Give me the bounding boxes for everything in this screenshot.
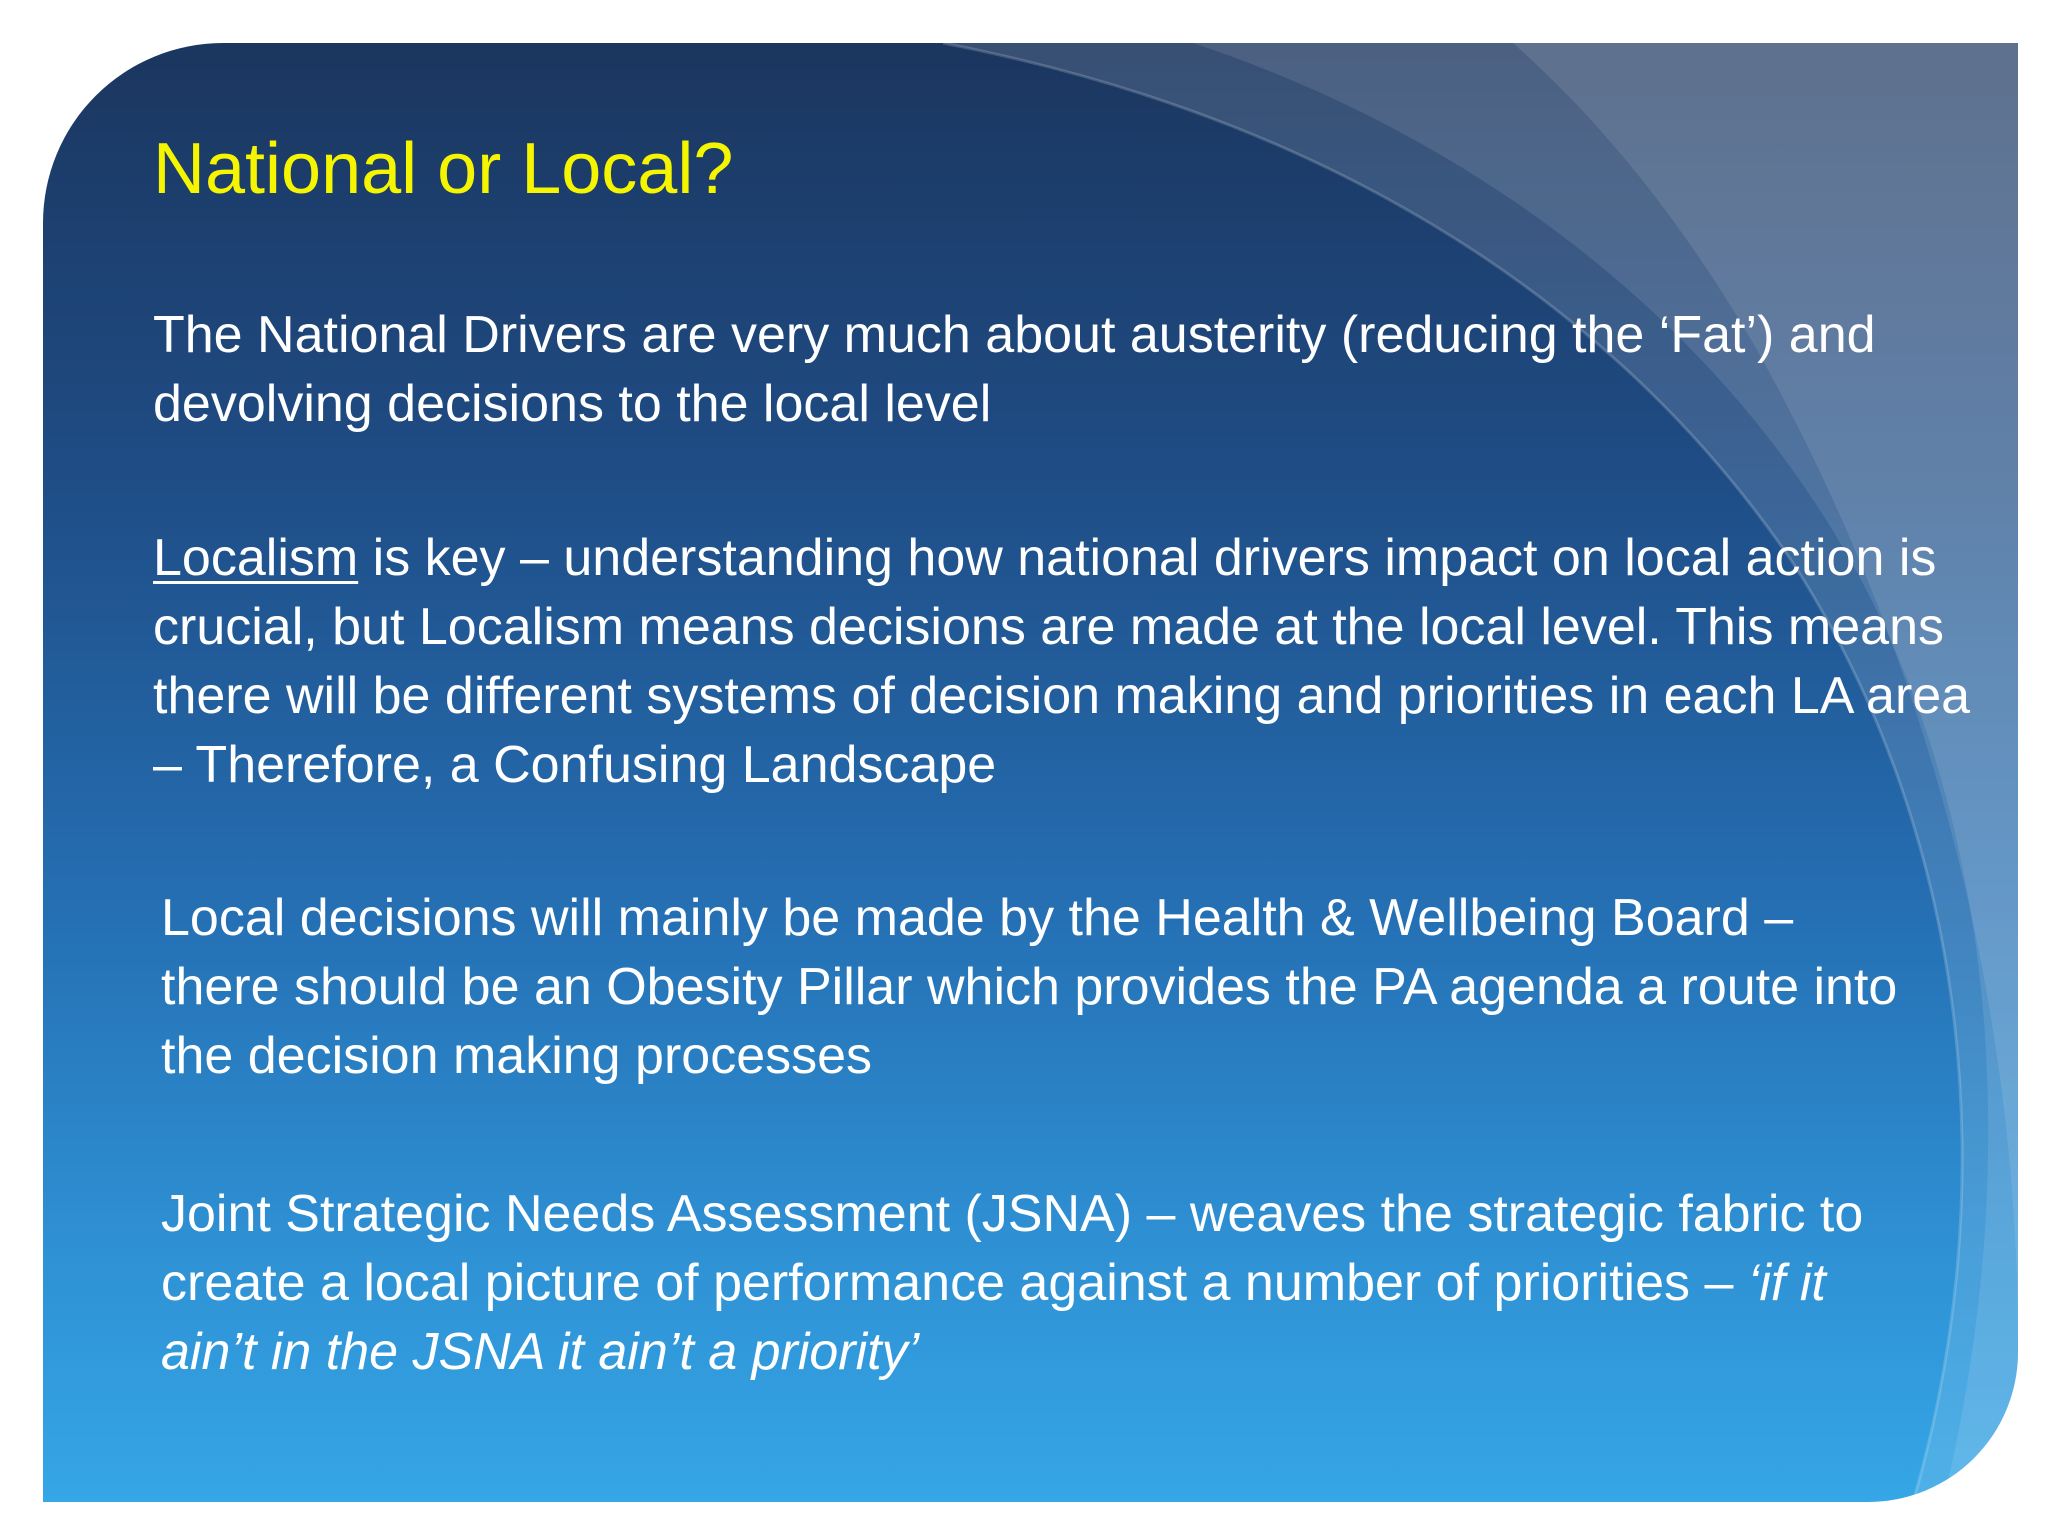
- paragraph-localism: [153, 524, 1983, 800]
- jsna-quote: ‘if it ain’t in the JSNA it ain’t a priority’: [161, 1254, 1826, 1381]
- paragraph-local-decisions: Local decisions will mainly be made by the Health & Wellbeing Board – there should be an Obesity Pillar which provides the PA agenda a route into the decision making processes: [161, 889, 1898, 1085]
- slide: [43, 43, 2018, 1502]
- slide-title: National or Local?: [153, 129, 734, 209]
- paragraph-national-drivers: The National Drivers are very much about austerity (reducing the ‘Fat’) and devolving decisions to the local level: [153, 306, 1876, 433]
- localism-text: is key – understanding how national drivers impact on local action is crucial, but Localism means decisions are made at the local level. This means there will be different systems of decision making and priorities in each LA area – Therefore, a Confusing Landscape: [153, 529, 1971, 794]
- jsna-text: Joint Strategic Needs Assessment (JSNA) – weaves the strategic fabric to create a local picture of performance against a number of priorities –: [161, 1185, 1864, 1312]
- paragraph-jsna: [161, 1180, 1921, 1387]
- localism-underlined-term: Localism: [153, 529, 359, 587]
